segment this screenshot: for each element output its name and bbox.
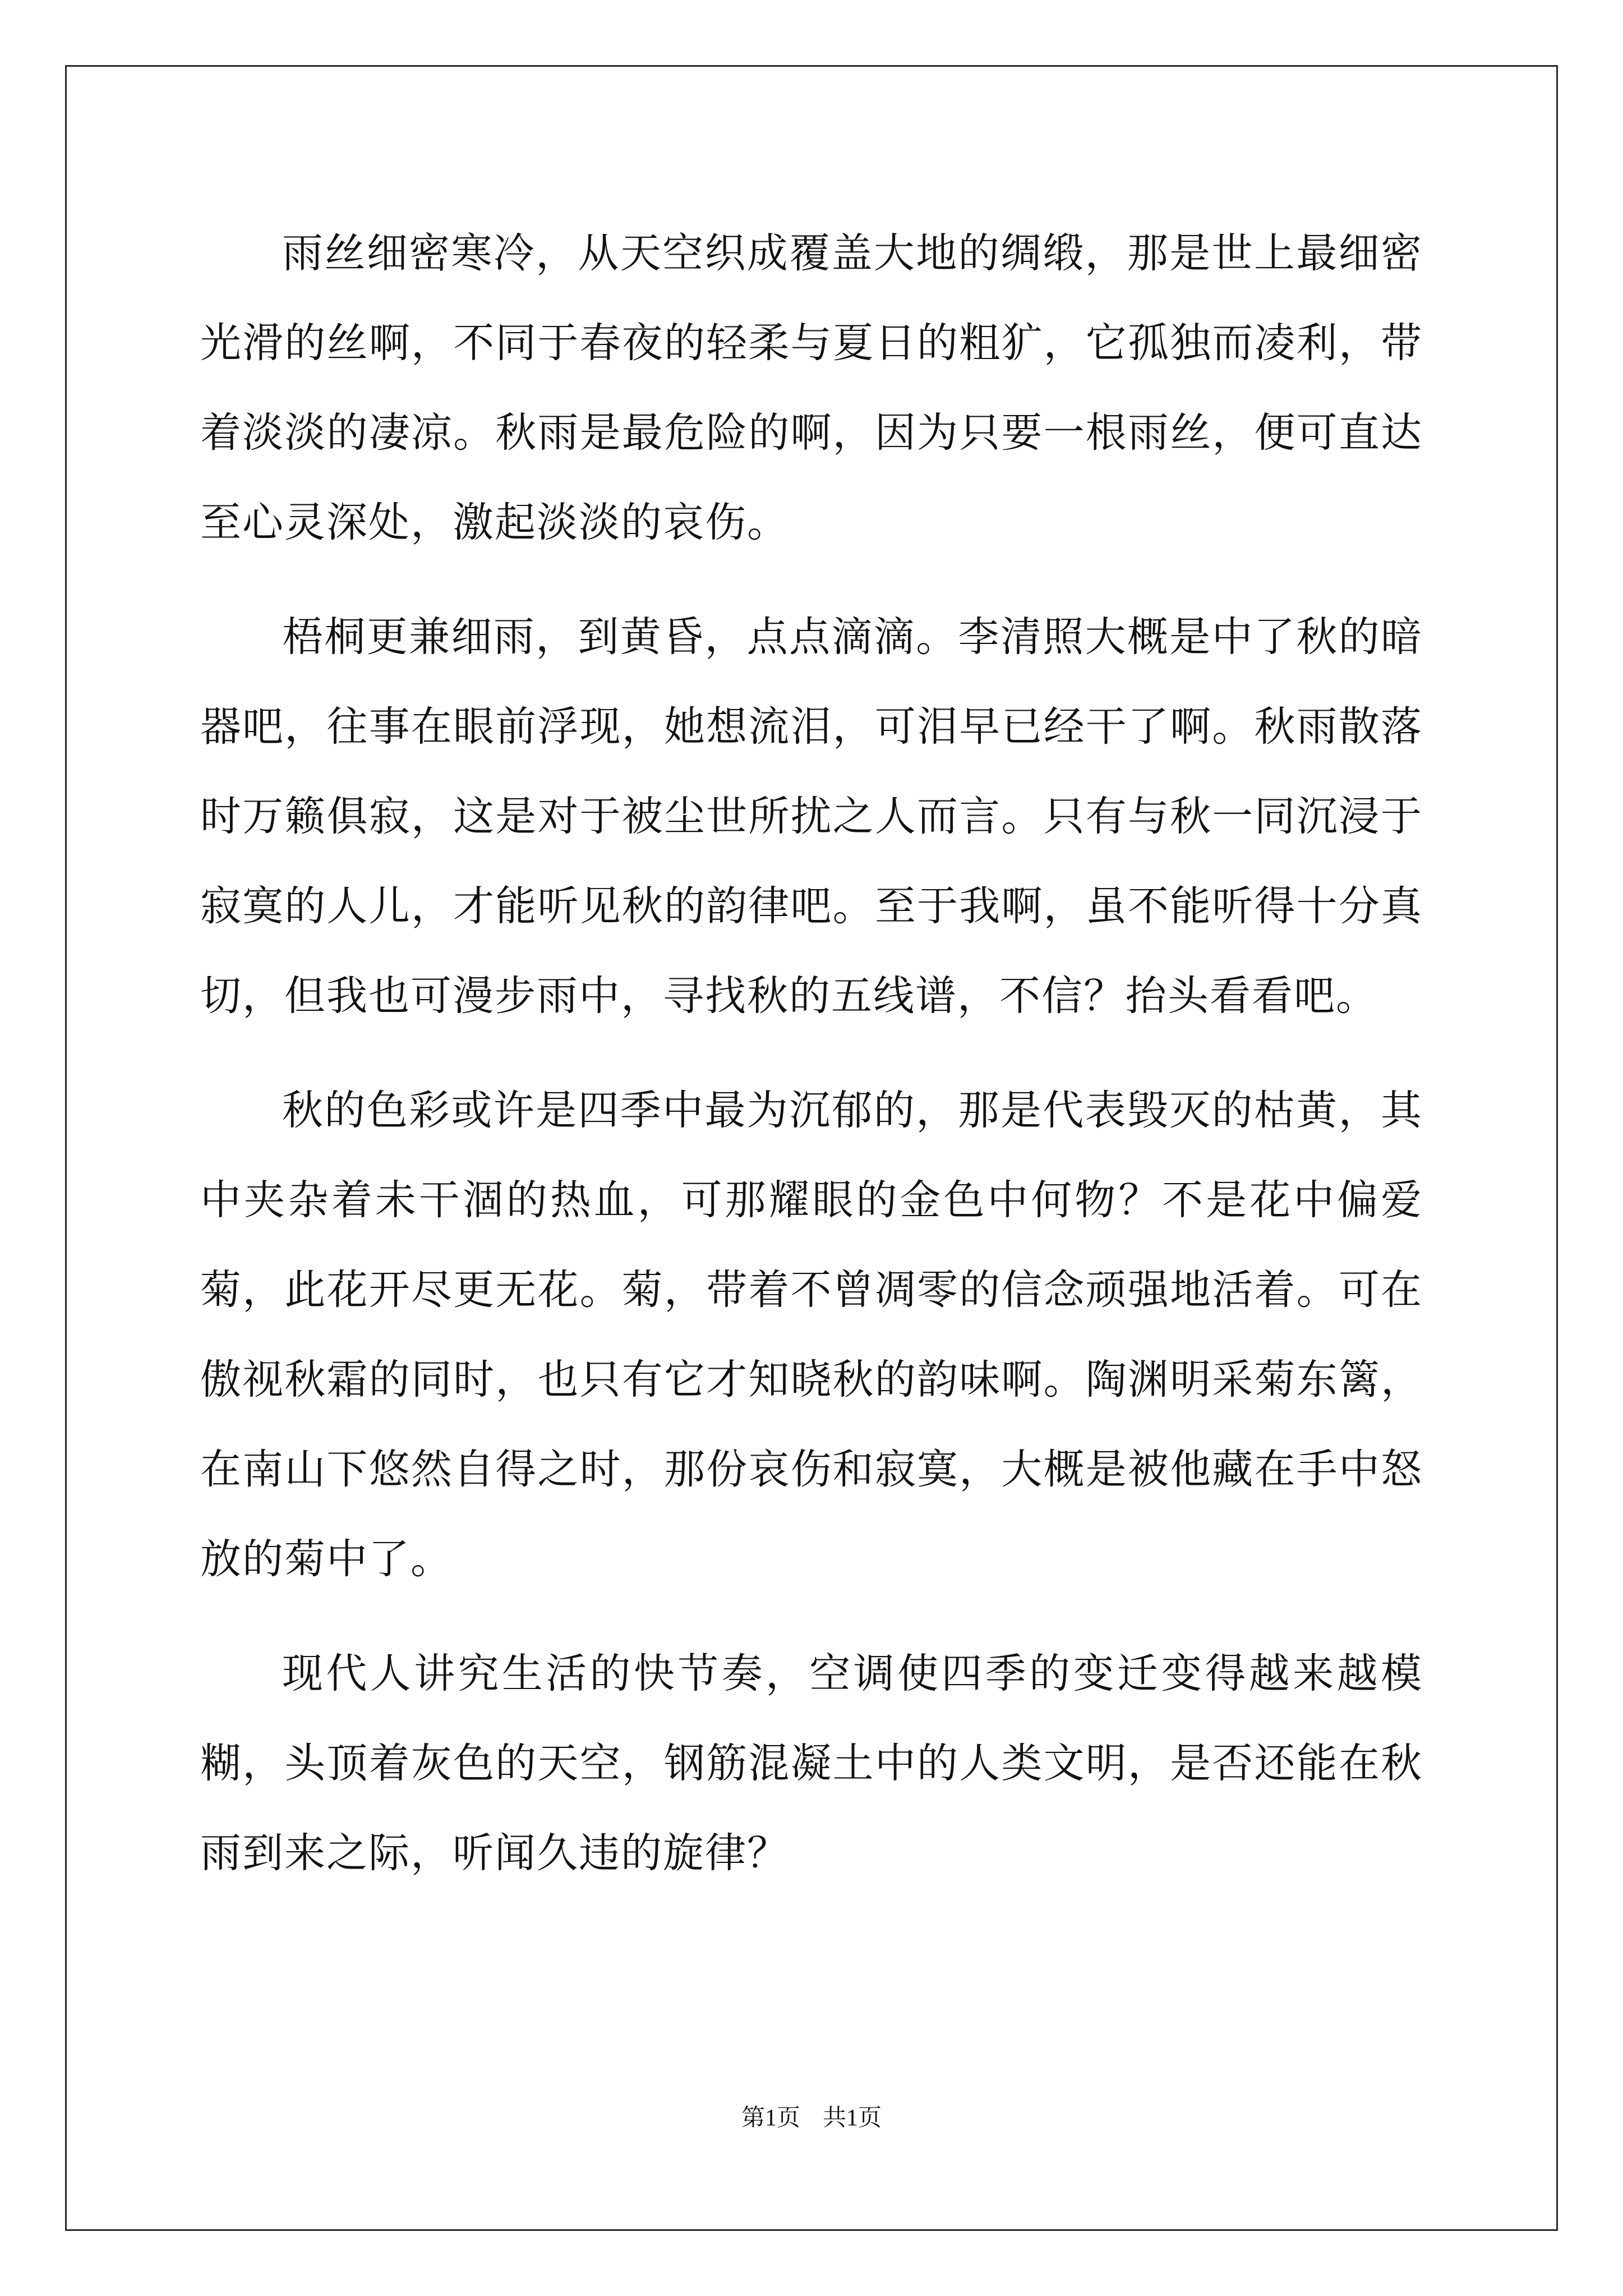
page-footer xyxy=(0,2101,1623,2135)
document-body xyxy=(200,209,1423,1898)
paragraph-1: 雨丝细密寒冷，从天空织成覆盖大地的绸缎，那是世上最细密光滑的丝啊，不同于春夜的轻柔与夏日的粗犷，它孤独而凌利，带着淡淡的凄凉。秋雨是最危险的啊，因为只要一根雨丝，便可直达至心灵深处，激起淡淡的哀伤。 xyxy=(200,229,1423,546)
paragraph-3: 秋的色彩或许是四季中最为沉郁的，那是代表毁灭的枯黄，其中夹杂着未干涸的热血，可那耀眼的金色中何物？不是花中偏爱菊，此花开尽更无花。菊，带着不曾凋零的信念顽强地活着。可在傲视秋霜的同时，也只有它才知晓秋的韵味啊。陶渊明采菊东篱，在南山下悠然自得之时，那份哀伤和寂寞，大概是被他藏在手中怒放的菊中了。 xyxy=(200,1087,1423,1583)
page-number-total: 共1页 xyxy=(823,2105,882,2131)
paragraph-2: 梧桐更兼细雨，到黄昏，点点滴滴。李清照大概是中了秋的暗器吧，往事在眼前浮现，她想流泪，可泪早已经干了啊。秋雨散落时万籁俱寂，这是对于被尘世所扰之人而言。只有与秋一同沉浸于寂寞的人儿，才能听见秋的韵律吧。至于我啊，虽不能听得十分真切，但我也可漫步雨中，寻找秋的五线谱，不信？抬头看看吧。 xyxy=(200,613,1423,1020)
paragraph-4: 现代人讲究生活的快节奏，空调使四季的变迁变得越来越模糊，头顶着灰色的天空，钢筋混凝土中的人类文明，是否还能在秋雨到来之际，听闻久违的旋律？ xyxy=(200,1650,1423,1877)
page-number-current: 第1页 xyxy=(741,2105,800,2131)
